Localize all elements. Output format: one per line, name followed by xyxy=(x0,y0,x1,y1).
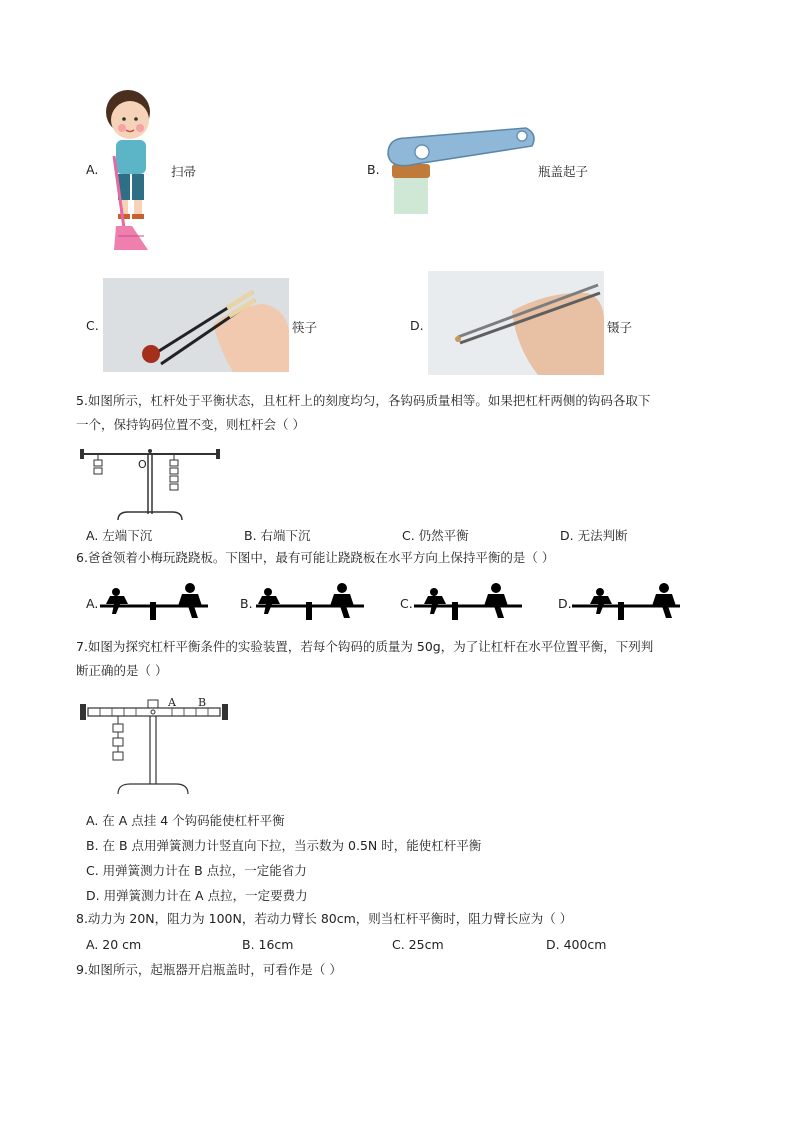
q6-option-a: A. xyxy=(86,596,99,611)
q4-option-d-letter: D. xyxy=(410,318,424,333)
seesaw-b-icon xyxy=(254,582,366,622)
q7-option-d: D. 用弹簧测力计在 A 点拉，一定要费力 xyxy=(86,888,308,903)
broom-child-icon xyxy=(100,86,160,252)
seesaw-c-icon xyxy=(412,582,524,622)
lever-balance-diagram xyxy=(78,444,224,522)
q6-stem-line1: 6.爸爸领着小梅玩跷跷板。下图中，最有可能让跷跷板在水平方向上保持平衡的是（ ） xyxy=(76,550,555,565)
q8-option-d: D. 400cm xyxy=(546,937,607,952)
q4-option-b-text: 瓶盖起子 xyxy=(538,164,589,179)
q5-option-a: A. 左端下沉 xyxy=(86,528,153,543)
q8-stem-line1: 8.动力为 20N，阻力为 100N，若动力臂长 80cm，则当杠杆平衡时，阻力臂长应为（ ） xyxy=(76,911,573,926)
lever-experiment-diagram xyxy=(78,694,228,796)
q7-option-b: B. 在 B 点用弹簧测力计竖直向下拉，当示数为 0.5N 时，能使杠杆平衡 xyxy=(86,838,482,853)
q4-option-b-letter: B. xyxy=(367,162,380,177)
tweezers-icon xyxy=(428,271,604,375)
q6-option-c: C. xyxy=(400,596,413,611)
q6-option-b: B. xyxy=(240,596,253,611)
q4-option-a-letter: A. xyxy=(86,162,99,177)
q5-stem-line1: 5.如图所示，杠杆处于平衡状态，且杠杆上的刻度均匀，各钩码质量相等。如果把杠杆两侧的钩码各取下 xyxy=(76,393,651,408)
q7-option-a: A. 在 A 点挂 4 个钩码能使杠杆平衡 xyxy=(86,813,285,828)
q8-option-b: B. 16cm xyxy=(242,937,294,952)
q4-option-a-text: 扫帚 xyxy=(171,164,197,179)
q7-option-c: C. 用弹簧测力计在 B 点拉，一定能省力 xyxy=(86,863,307,878)
bottle-opener-icon xyxy=(386,124,536,214)
q5-stem-line2: 一个，保持钩码位置不变，则杠杆会（ ） xyxy=(76,417,305,432)
q4-option-d-text: 镊子 xyxy=(607,320,633,335)
point-b-label: B xyxy=(198,696,207,709)
q5-option-c: C. 仍然平衡 xyxy=(402,528,469,543)
q8-option-a: A. 20 cm xyxy=(86,937,142,952)
q7-stem-line1: 7.如图为探究杠杆平衡条件的实验装置，若每个钩码的质量为 50g，为了让杠杆在水平位置平衡，下列判 xyxy=(76,639,654,654)
q5-option-b: B. 右端下沉 xyxy=(244,528,311,543)
q6-option-d: D. xyxy=(558,596,572,611)
seesaw-d-icon xyxy=(570,582,682,622)
q4-option-c-letter: C. xyxy=(86,318,99,333)
q9-stem-line1: 9.如图所示，起瓶器开启瓶盖时，可看作是（ ） xyxy=(76,962,342,977)
pivot-label: O xyxy=(138,458,147,471)
q5-option-d: D. 无法判断 xyxy=(560,528,628,543)
seesaw-a-icon xyxy=(98,582,210,622)
q7-stem-line2: 断正确的是（ ） xyxy=(76,663,168,678)
q4-option-c-text: 筷子 xyxy=(292,320,318,335)
point-a-label: A xyxy=(168,696,176,709)
q8-option-c: C. 25cm xyxy=(392,937,444,952)
chopsticks-icon xyxy=(103,278,289,372)
